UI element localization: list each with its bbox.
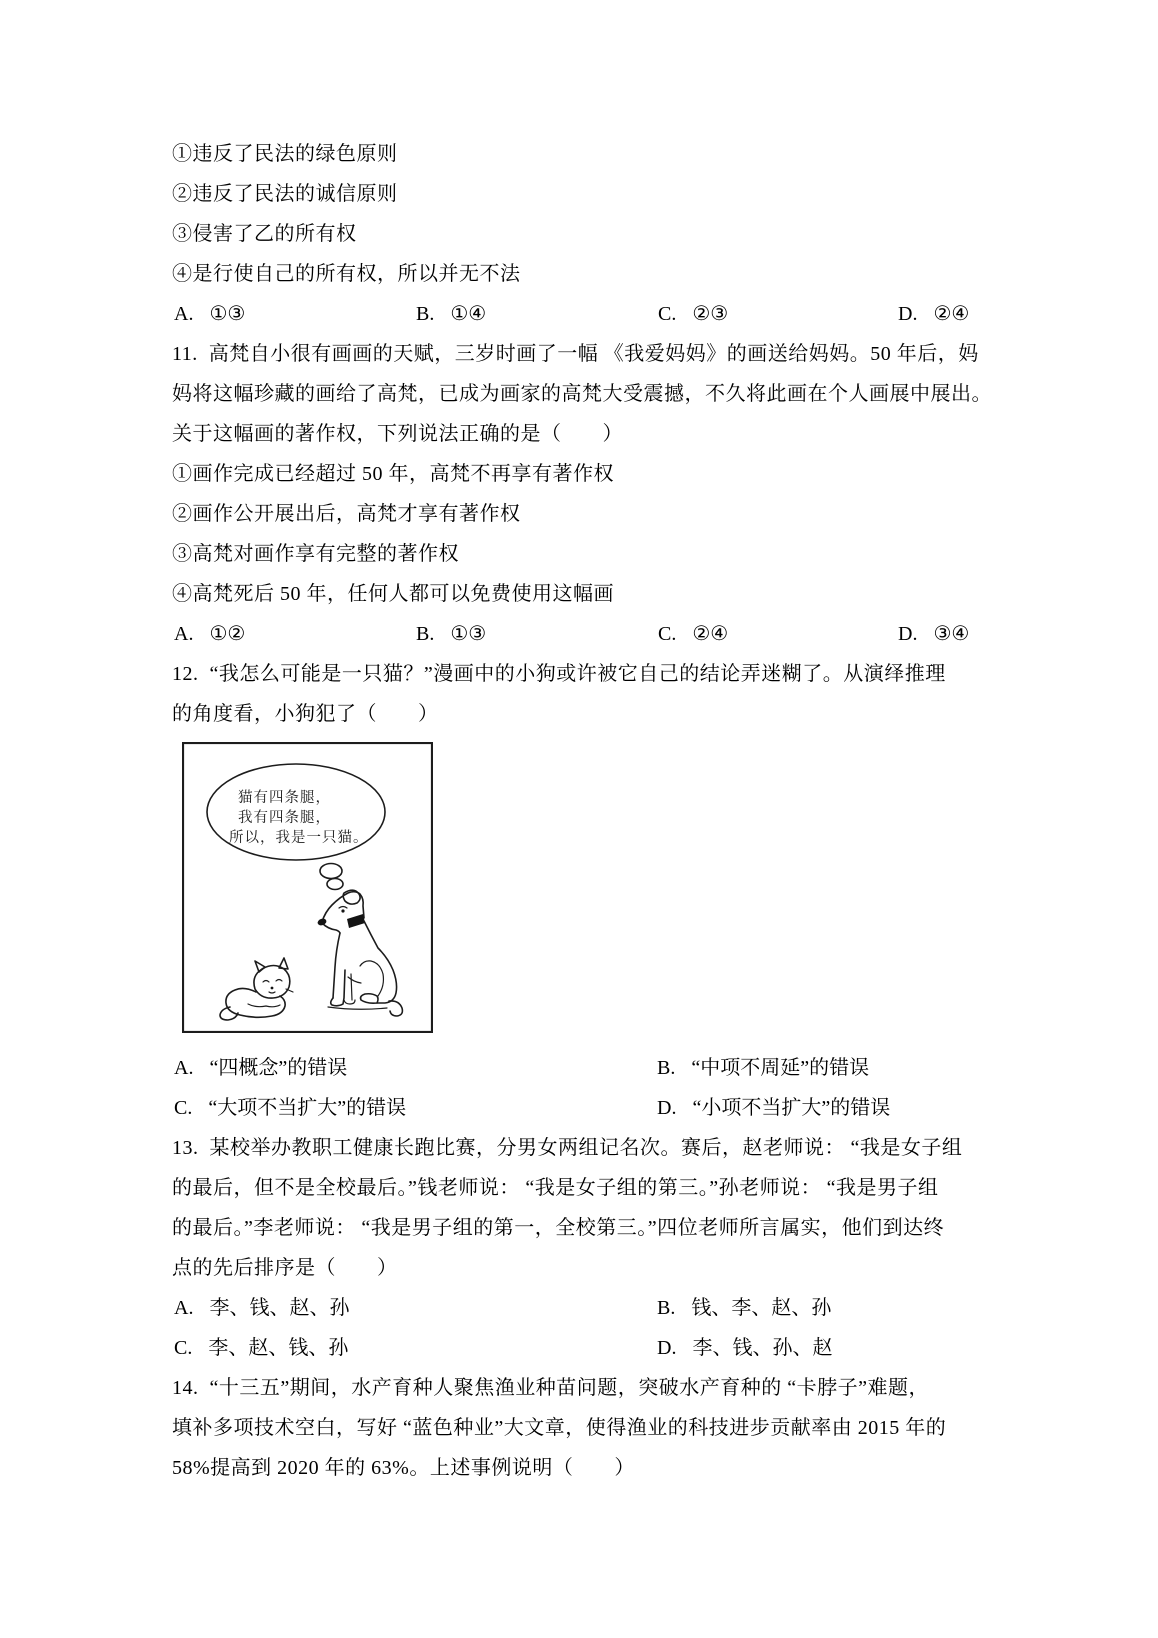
choice-label: A. (174, 303, 194, 325)
q14-text-line-3: 58%提高到 2020 年的 63%。上述事例说明（ ） (172, 1457, 635, 1479)
dog-eye (341, 909, 344, 912)
choice-value: ②④ (933, 303, 970, 325)
q12-choice-c (174, 1088, 406, 1128)
choice-value: ①③ (209, 303, 246, 325)
q12-choice-a (174, 1048, 347, 1088)
q12-choice-d (657, 1088, 890, 1128)
choice-value: 钱、李、赵、孙 (691, 1297, 832, 1319)
q10-choices-row (174, 294, 1094, 334)
q13-text-line-3: 的最后。”李老师说： “我是男子组的第一，全校第三。”四位老师所言属实，他们到达终 (172, 1217, 945, 1239)
q13-choice-c (174, 1328, 348, 1368)
q14-text-line-2: 填补多项技术空白，写好 “蓝色种业”大文章，使得渔业的科技进步贡献率由 2015 年的 (172, 1417, 947, 1439)
choice-label: C. (658, 303, 677, 325)
choice-label: A. (174, 1297, 194, 1319)
choice-value: ①② (209, 623, 246, 645)
choice-label: D. (657, 1097, 677, 1119)
choice-label: D. (657, 1337, 677, 1359)
cat-nose (271, 987, 274, 990)
q10-statement-4: ④是行使自己的所有权，所以并无不法 (172, 263, 521, 285)
choice-value: ①④ (450, 303, 487, 325)
comic-panel (182, 742, 433, 1033)
bubble-text-line-1: 猫有四条腿， (238, 790, 331, 806)
q11-text-line-1: 11. 高梵自小很有画画的天赋，三岁时画了一幅 《我爱妈妈》的画送给妈妈。50 年后，妈 (172, 343, 979, 365)
choice-label: C. (174, 1097, 193, 1119)
q13-text-line-2: 的最后，但不是全校最后。”钱老师说： “我是女子组的第三。”孙老师说： “我是男子组 (172, 1177, 939, 1199)
choice-label: D. (898, 303, 918, 325)
comic-drawing (182, 742, 433, 1033)
choice-value: 李、钱、孙、赵 (692, 1337, 833, 1359)
q10-choice-c (658, 294, 728, 334)
choice-value: “大项不当扩大”的错误 (208, 1097, 407, 1119)
choice-value: “中项不周延”的错误 (691, 1057, 870, 1079)
q11-choices-row (174, 614, 1094, 654)
choice-label: C. (658, 623, 677, 645)
q11-statement-1: ①画作完成已经超过 50 年，高梵不再享有著作权 (172, 463, 614, 485)
q11-choice-d (898, 614, 969, 654)
choice-value: 李、钱、赵、孙 (209, 1297, 350, 1319)
q10-statement-3: ③侵害了乙的所有权 (172, 223, 357, 245)
choice-value: ②④ (692, 623, 729, 645)
q13-text-line-1: 13. 某校举办教职工健康长跑比赛，分男女两组记名次。赛后，赵老师说： “我是女子组 (172, 1137, 963, 1159)
q12-choice-b (657, 1048, 869, 1088)
choice-value: ③④ (933, 623, 970, 645)
q13-text-line-4: 点的先后排序是（ ） (172, 1257, 398, 1279)
q14-text-line-1: 14. “十三五”期间，水产育种人聚焦渔业种苗问题，突破水产育种的 “卡脖子”难题， (172, 1377, 930, 1399)
q12-text-line-2: 的角度看，小狗犯了（ ） (172, 703, 439, 725)
choice-value: “小项不当扩大”的错误 (692, 1097, 891, 1119)
choice-value: 李、赵、钱、孙 (208, 1337, 349, 1359)
q10-choice-b (416, 294, 486, 334)
choice-label: B. (416, 623, 435, 645)
choice-label: C. (174, 1337, 193, 1359)
choice-value: ①③ (450, 623, 487, 645)
q11-statement-2: ②画作公开展出后，高梵才享有著作权 (172, 503, 521, 525)
choice-value: ②③ (692, 303, 729, 325)
q13-choices-row-1 (174, 1288, 1094, 1328)
choice-label: B. (657, 1057, 676, 1079)
choice-label: B. (416, 303, 435, 325)
bubble-text-line-3: 所以，我是一只猫。 (229, 830, 369, 846)
q10-choice-a (174, 294, 245, 334)
q11-text-line-3: 关于这幅画的著作权，下列说法正确的是（ ） (172, 423, 623, 445)
q11-text-line-2: 妈将这幅珍藏的画给了高梵，已成为画家的高梵大受震撼，不久将此画在个人画展中展出。 (172, 383, 992, 405)
choice-label: D. (898, 623, 918, 645)
q12-choices-row-1 (174, 1048, 1094, 1088)
choice-label: B. (657, 1297, 676, 1319)
q12-text-line-1: 12. “我怎么可能是一只猫？”漫画中的小狗或许被它自己的结论弄迷糊了。从演绎推理 (172, 663, 946, 685)
q12-choices-row-2 (174, 1088, 1094, 1128)
choice-label: A. (174, 1057, 194, 1079)
choice-value: “四概念”的错误 (209, 1057, 348, 1079)
choice-label: A. (174, 623, 194, 645)
q10-choice-d (898, 294, 969, 334)
q11-choice-a (174, 614, 245, 654)
q13-choices-row-2 (174, 1328, 1094, 1368)
q13-choice-d (657, 1328, 832, 1368)
q11-statement-3: ③高梵对画作享有完整的著作权 (172, 543, 459, 565)
bubble-text-line-2: 我有四条腿， (238, 810, 331, 826)
q11-choice-c (658, 614, 728, 654)
q11-statement-4: ④高梵死后 50 年，任何人都可以免费使用这幅画 (172, 583, 614, 605)
q11-choice-b (416, 614, 486, 654)
q13-choice-b (657, 1288, 831, 1328)
q13-choice-a (174, 1288, 349, 1328)
q10-statement-2: ②违反了民法的诚信原则 (172, 183, 398, 205)
q10-statement-1: ①违反了民法的绿色原则 (172, 143, 398, 165)
